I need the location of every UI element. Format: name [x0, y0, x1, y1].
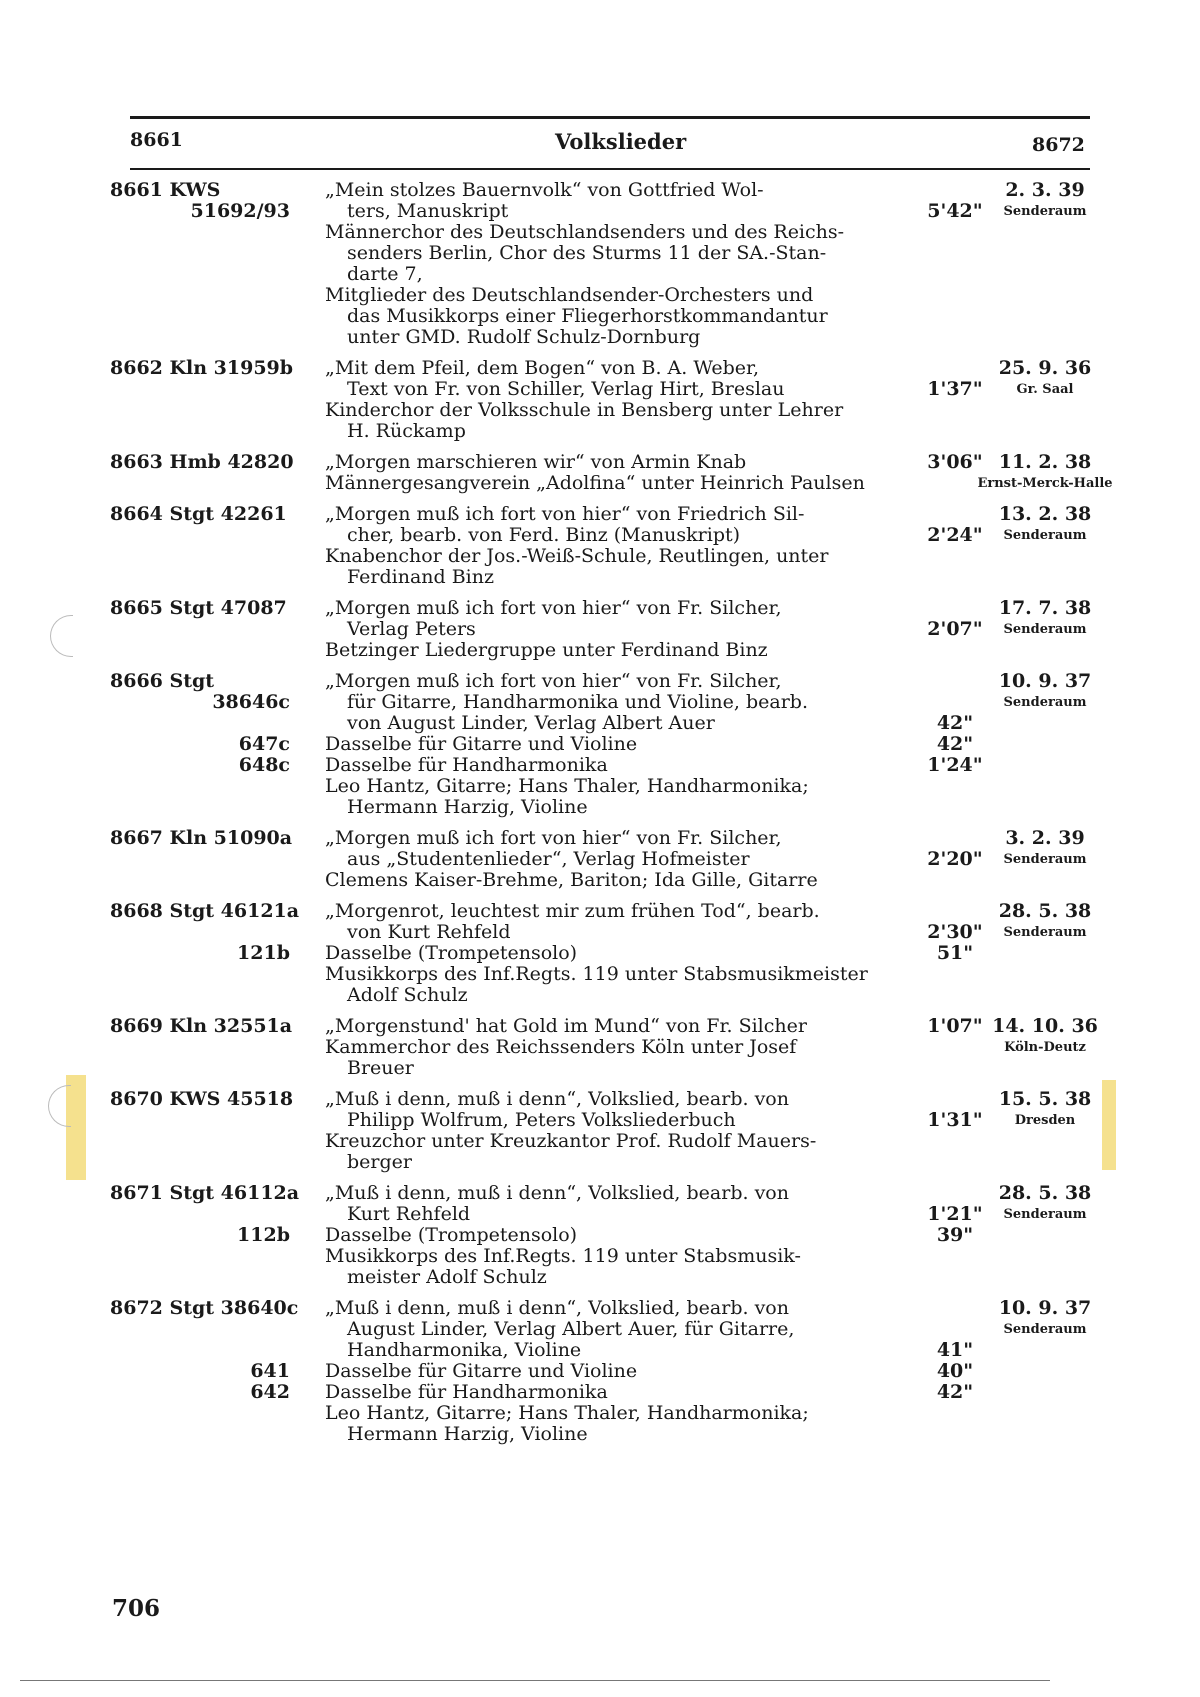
entry-line [110, 306, 1090, 327]
entry-line [110, 943, 1090, 964]
page-title: Volkslieder [555, 129, 687, 154]
entry-line [110, 1340, 1090, 1361]
matrix-number: 38646c [212, 691, 290, 713]
entry-text: Leo Hantz, Gitarre; Hans Thaler, Handharmonika; [325, 775, 809, 797]
punch-hole-bottom [48, 1085, 71, 1127]
entry-text: senders Berlin, Chor des Sturms 11 der SA.-Stan- [347, 242, 827, 264]
entry-text: „Muß i denn, muß i denn“, Volkslied, bearb. von [325, 1182, 789, 1204]
entry-number: 8671 Stgt 46112a [110, 1182, 300, 1204]
entry-text: Kurt Rehfeld [347, 1203, 471, 1225]
entry-number: 8664 Stgt 42261 [110, 503, 287, 525]
catalog-entry [110, 598, 1090, 661]
entry-text: Mitglieder des Deutschlandsender-Orchesters und [325, 284, 814, 306]
entry-number: 8669 Kln 32551a [110, 1015, 293, 1037]
entry-line [110, 598, 1090, 619]
catalog-entry [110, 180, 1090, 348]
entry-number: 8661 KWS [110, 179, 221, 201]
recording-place: Senderaum [1003, 528, 1087, 543]
header-last-entry: 8672 [1032, 134, 1085, 156]
duration: 42" [936, 712, 974, 734]
duration: 2'30" [927, 921, 983, 943]
entry-text: Hermann Harzig, Violine [347, 796, 588, 818]
entry-line [110, 400, 1090, 421]
duration: 1'24" [927, 754, 983, 776]
entry-text: Musikkorps des Inf.Regts. 119 unter Stabsmusikmeister [325, 963, 868, 985]
entry-text: „Morgen muß ich fort von hier“ von Friedrich Sil- [325, 503, 805, 525]
entry-line [110, 1424, 1090, 1445]
entry-text: unter GMD. Rudolf Schulz-Dornburg [347, 326, 701, 348]
entry-line [110, 1267, 1090, 1288]
recording-date: 25. 9. 36 [998, 357, 1092, 379]
entry-line [110, 1058, 1090, 1079]
top-rule [130, 116, 1090, 119]
entry-line [110, 567, 1090, 588]
entry-text: Adolf Schulz [347, 984, 468, 1006]
entry-text: Dasselbe für Gitarre und Violine [325, 1360, 638, 1382]
recording-place: Senderaum [1003, 1322, 1087, 1337]
entry-text: von Kurt Rehfeld [347, 921, 511, 943]
entry-text: Musikkorps des Inf.Regts. 119 unter Stabsmusik- [325, 1245, 801, 1267]
catalog-entry [110, 1183, 1090, 1288]
entry-line [110, 901, 1090, 922]
entry-line [110, 1403, 1090, 1424]
entry-line [110, 327, 1090, 348]
entry-text: „Morgen muß ich fort von hier“ von Fr. Silcher, [325, 670, 782, 692]
recording-place: Senderaum [1003, 1207, 1087, 1222]
catalog-entry [110, 1015, 1098, 1079]
entry-number: 8668 Stgt 46121a [110, 900, 300, 922]
entry-text: „Morgen muß ich fort von hier“ von Fr. Silcher, [325, 597, 782, 619]
entry-text: Betzinger Liedergruppe unter Ferdinand Binz [325, 639, 768, 661]
entry-text: Philipp Wolfrum, Peters Volksliederbuch [347, 1109, 736, 1131]
entry-text: meister Adolf Schulz [347, 1266, 547, 1288]
duration: 5'42" [927, 200, 983, 222]
duration: 40" [936, 1360, 974, 1382]
entry-text: „Mit dem Pfeil, dem Bogen“ von B. A. Weber, [325, 357, 760, 379]
entry-number: 8662 Kln 31959b [110, 357, 294, 379]
recording-place: Köln-Deutz [1004, 1040, 1086, 1055]
recording-place: Dresden [1014, 1113, 1076, 1128]
entry-text: „Morgenrot, leuchtest mir zum frühen Tod“, bearb. [325, 900, 820, 922]
duration: 42" [936, 1381, 974, 1403]
entry-text: Kammerchor des Reichssenders Köln unter Josef [325, 1036, 797, 1058]
entry-list [110, 179, 1113, 1455]
recording-date: 28. 5. 38 [998, 1182, 1092, 1204]
entry-line [110, 1298, 1090, 1319]
duration: 1'21" [927, 1203, 983, 1225]
entry-text: August Linder, Verlag Albert Auer, für Gitarre, [347, 1318, 795, 1340]
entry-line [110, 849, 1090, 870]
entry-text: „Morgenstund' hat Gold im Mund“ von Fr. Silcher [325, 1015, 807, 1037]
entry-text: Text von Fr. von Schiller, Verlag Hirt, Breslau [347, 378, 785, 400]
catalog-entry [110, 358, 1090, 442]
entry-line [110, 1152, 1090, 1173]
entry-line [110, 692, 1090, 713]
entry-text: Verlag Peters [347, 618, 476, 640]
entry-line [110, 1361, 1090, 1382]
entry-text: Leo Hantz, Gitarre; Hans Thaler, Handharmonika; [325, 1402, 809, 1424]
entry-text: Clemens Kaiser-Brehme, Bariton; Ida Gille, Gitarre [325, 869, 818, 891]
entry-line [110, 504, 1090, 525]
entry-line [110, 1183, 1090, 1204]
entry-text: das Musikkorps einer Fliegerhorstkommandantur [347, 305, 828, 327]
entry-line [110, 828, 1090, 849]
entry-line [110, 776, 1090, 797]
duration: 41" [936, 1339, 974, 1361]
entry-text: für Gitarre, Handharmonika und Violine, bearb. [347, 691, 809, 713]
entry-text: Kreuzchor unter Kreuzkantor Prof. Rudolf Mauers- [325, 1130, 817, 1152]
entry-text: Männergesangverein „Adolfina“ unter Heinrich Paulsen [325, 472, 865, 494]
entry-line [110, 713, 1090, 734]
entry-text: Dasselbe (Trompetensolo) [325, 1224, 578, 1246]
recording-date: 14. 10. 36 [992, 1015, 1098, 1037]
entry-line [110, 797, 1090, 818]
entry-line [110, 421, 1090, 442]
entry-text: „Muß i denn, muß i denn“, Volkslied, bearb. von [325, 1297, 789, 1319]
recording-date: 11. 2. 38 [998, 451, 1092, 473]
recording-date: 2. 3. 39 [1005, 179, 1085, 201]
header-rule [130, 168, 1090, 170]
recording-date: 17. 7. 38 [998, 597, 1092, 619]
duration: 1'31" [927, 1109, 983, 1131]
matrix-number: 642 [250, 1381, 290, 1403]
entry-line [110, 671, 1090, 692]
entry-line [110, 358, 1090, 379]
entry-number: 8667 Kln 51090a [110, 827, 293, 849]
catalog-entry [110, 1298, 1090, 1445]
entry-text: Knabenchor der Jos.-Weiß-Schule, Reutlingen, unter [325, 545, 829, 567]
entry-text: Ferdinand Binz [347, 566, 494, 588]
recording-place: Senderaum [1003, 204, 1087, 219]
recording-date: 28. 5. 38 [998, 900, 1092, 922]
entry-line [110, 1015, 1098, 1037]
entry-line [110, 870, 1090, 891]
entry-line [110, 379, 1090, 400]
recording-date: 13. 2. 38 [998, 503, 1092, 525]
entry-text: „Morgen marschieren wir“ von Armin Knab [325, 451, 747, 473]
entry-text: cher, bearb. von Ferd. Binz (Manuskript) [347, 524, 741, 546]
catalog-entry [110, 671, 1090, 818]
duration: 39" [936, 1224, 974, 1246]
entry-line [110, 201, 1090, 222]
entry-line [110, 734, 1090, 755]
entry-text: ters, Manuskript [347, 200, 509, 222]
entry-line [110, 1037, 1090, 1058]
entry-line [110, 619, 1090, 640]
entry-text: darte 7, [347, 263, 423, 285]
entry-line [110, 546, 1090, 567]
entry-text: Breuer [347, 1057, 414, 1079]
entry-number: 8663 Hmb 42820 [110, 451, 294, 473]
entry-line [110, 525, 1090, 546]
entry-number: 8665 Stgt 47087 [110, 597, 287, 619]
entry-number: 8672 Stgt 38640c [110, 1297, 299, 1319]
recording-date: 3. 2. 39 [1005, 827, 1085, 849]
entry-line [110, 1131, 1090, 1152]
entry-line [110, 640, 1090, 661]
entry-line [110, 1382, 1090, 1403]
entry-number: 8666 Stgt [110, 670, 215, 692]
duration: 1'37" [927, 378, 983, 400]
duration: 3'06" [927, 451, 983, 473]
entry-line [110, 472, 1113, 494]
recording-date: 15. 5. 38 [998, 1088, 1092, 1110]
entry-text: berger [347, 1151, 412, 1173]
entry-line [110, 1225, 1090, 1246]
recording-place: Senderaum [1003, 925, 1087, 940]
entry-text: Kinderchor der Volksschule in Bensberg unter Lehrer [325, 399, 844, 421]
recording-place: Gr. Saal [1016, 382, 1074, 397]
entry-line [110, 1110, 1090, 1131]
entry-line [110, 222, 1090, 243]
entry-line [110, 1319, 1090, 1340]
catalog-entry [110, 504, 1090, 588]
bottom-rule [20, 1680, 1050, 1681]
entry-line [110, 755, 1090, 776]
entry-line [110, 1089, 1090, 1110]
recording-date: 10. 9. 37 [998, 670, 1092, 692]
catalog-entry [110, 1089, 1090, 1173]
matrix-number: 648c [238, 754, 290, 776]
entry-text: Dasselbe für Gitarre und Violine [325, 733, 638, 755]
entry-text: Männerchor des Deutschlandsenders und des Reichs- [325, 221, 845, 243]
entry-line [110, 1246, 1090, 1267]
entry-line [110, 243, 1090, 264]
entry-text: Dasselbe für Handharmonika [325, 754, 608, 776]
matrix-number: 647c [238, 733, 290, 755]
entry-line [110, 285, 1090, 306]
duration: 2'24" [927, 524, 983, 546]
header-first-entry: 8661 [130, 129, 183, 151]
recording-date: 10. 9. 37 [998, 1297, 1092, 1319]
entry-number: 8670 KWS 45518 [110, 1088, 294, 1110]
entry-text: aus „Studentenlieder“, Verlag Hofmeister [347, 848, 750, 870]
entry-text: H. Rückamp [347, 420, 466, 442]
punch-hole-top [50, 615, 73, 657]
duration: 51" [936, 942, 974, 964]
recording-place: Senderaum [1003, 695, 1087, 710]
entry-text: „Mein stolzes Bauernvolk“ von Gottfried Wol- [325, 179, 764, 201]
matrix-number: 121b [237, 942, 290, 964]
catalog-entry [110, 451, 1113, 494]
entry-text: von August Linder, Verlag Albert Auer [347, 712, 715, 734]
entry-line [110, 264, 1090, 285]
entry-line [110, 964, 1090, 985]
entry-text: „Morgen muß ich fort von hier“ von Fr. Silcher, [325, 827, 782, 849]
recording-place: Senderaum [1003, 852, 1087, 867]
recording-place: Senderaum [1003, 622, 1087, 637]
entry-text: Handharmonika, Violine [347, 1339, 582, 1361]
entry-line [110, 452, 1090, 473]
entry-text: „Muß i denn, muß i denn“, Volkslied, bearb. von [325, 1088, 789, 1110]
recording-place: Ernst-Merck-Halle [977, 476, 1113, 491]
matrix-number: 641 [250, 1360, 290, 1382]
duration: 2'20" [927, 848, 983, 870]
duration: 1'07" [927, 1015, 983, 1037]
matrix-number: 51692/93 [190, 200, 290, 222]
entry-line [110, 985, 1090, 1006]
entry-line [110, 1204, 1090, 1225]
entry-text: Dasselbe (Trompetensolo) [325, 942, 578, 964]
catalog-entry [110, 901, 1090, 1006]
entry-line [110, 180, 1090, 201]
entry-text: Hermann Harzig, Violine [347, 1423, 588, 1445]
duration: 42" [936, 733, 974, 755]
page-number: 706 [112, 1595, 161, 1622]
catalog-entry [110, 828, 1090, 891]
entry-text: Dasselbe für Handharmonika [325, 1381, 608, 1403]
tape-right [1102, 1080, 1116, 1170]
duration: 2'07" [927, 618, 983, 640]
entry-line [110, 922, 1090, 943]
matrix-number: 112b [237, 1224, 290, 1246]
